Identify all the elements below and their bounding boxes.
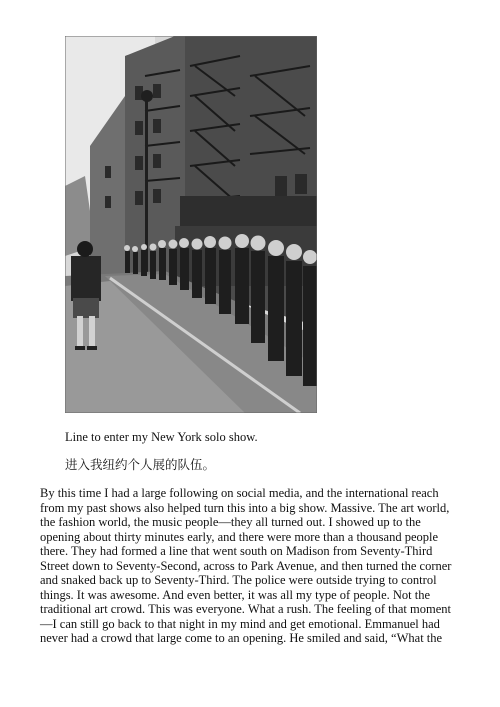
body-line: Street down to Seventy-Second, across to Park Avenue, and then turned the corner bbox=[40, 558, 452, 573]
body-line: opening about thirty minutes early, and there were more than a thousand people bbox=[40, 529, 439, 544]
body-line: —I can still go back to that night in my mind and get emotional. Emmanuel had bbox=[40, 616, 440, 631]
photo-caption-english: Line to enter my New York solo show. bbox=[65, 430, 258, 444]
body-line: the fashion world, the music people—they all turned out. I showed up to the bbox=[40, 515, 421, 529]
body-line: things. It was awesome. And even better, it was all my type of people. Not the bbox=[40, 587, 431, 602]
body-line: and snaked back up to Seventy-Third. The police were outside trying to control bbox=[40, 573, 437, 587]
body-line: never had a crowd that large come to an opening. He smiled and said, “What the bbox=[40, 631, 443, 645]
street-queue-photo-icon bbox=[65, 36, 317, 413]
body-line: traditional art crowd. This was everyone. What a rush. The feeling of that moment bbox=[40, 602, 451, 616]
body-line: By this time I had a large following on social media, and the international reach bbox=[40, 486, 439, 500]
body-paragraph bbox=[40, 486, 460, 646]
street-queue-photo bbox=[65, 36, 317, 413]
body-line: there. They had formed a line that went south on Madison from Seventy-Third bbox=[40, 544, 433, 558]
photo-caption-chinese: 进入我纽约个人展的队伍。 bbox=[65, 457, 216, 472]
body-line: from my past shows also helped turn this into a big show. Massive. The art world, bbox=[40, 500, 450, 515]
